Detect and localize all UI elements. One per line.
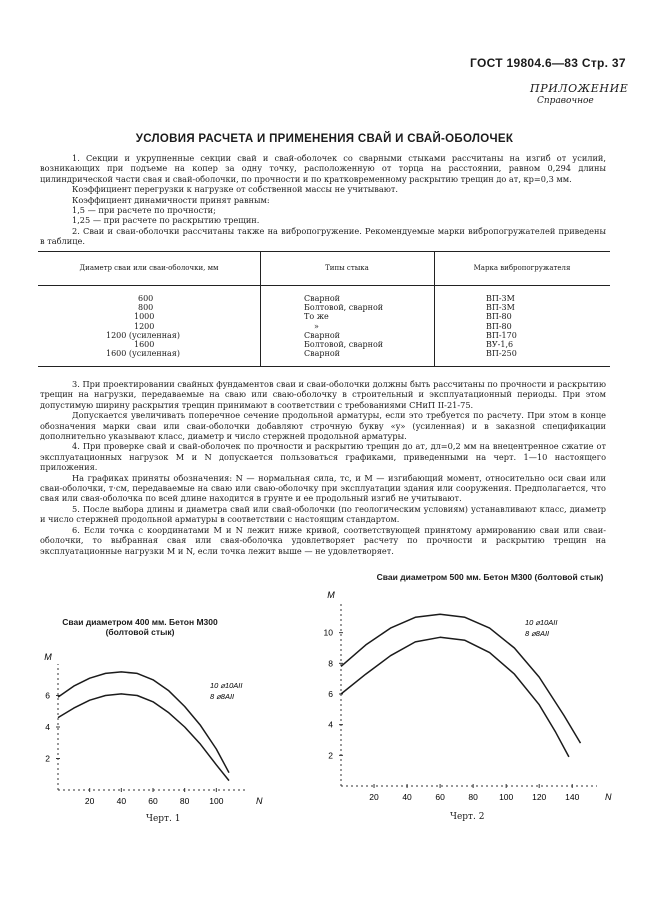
y-tick-label: 2 [45, 753, 50, 764]
chart1-title: Сваи диаметром 400 мм. Бетон М300 (болтовой стык) [62, 617, 218, 637]
table-cell: ВП-3М [486, 303, 515, 313]
y-tick-label: 4 [328, 719, 333, 730]
para-3: 3. При проектировании свайных фундаментов сваи и сваи-оболочки должны быть рассчитаны по прочности и раскрытию трещин на нагрузки, передаваемые на сваю или сваю-оболочку в строительный и эксплуатационный периоды. При этом допустимую ширину раскрытия трещин принимают в соответствии с требованиями СНиП II-21-75. [40, 379, 606, 410]
y-tick-label: 6 [328, 689, 333, 699]
series-label-0: 10 ⌀10АII [210, 681, 243, 690]
series-line-0 [58, 672, 229, 773]
table-cell: ВП-170 [486, 330, 517, 340]
x-tick-label: 100 [499, 792, 514, 802]
para-1d: 1,5 — при расчете по прочности; [72, 205, 216, 216]
x-tick-label: 40 [402, 792, 412, 802]
para-3b: Допускается увеличивать поперечное сечение продольной арматуры, если это требуется по расчету. При этом в конце обозначения марки сваи или сваи-оболочки добавляют строчную букву «у» (усиленная) и в заказной спецификации дополнительно указывают класс, диаметр и число стержней продольной арматуры. [40, 410, 606, 442]
series-line-1 [341, 637, 569, 757]
table-cell: То же [304, 312, 329, 322]
x-tick-label: 80 [468, 792, 478, 802]
x-tick-label: 20 [369, 792, 379, 802]
x-axis-label: N [605, 792, 612, 802]
page-title: УСЛОВИЯ РАСЧЕТА И ПРИМЕНЕНИЯ СВАЙ И СВАЙ-ОБОЛОЧЕК [135, 133, 514, 145]
table-cell: ВП-80 [486, 321, 512, 331]
table-header-joint: Типы стыка [325, 264, 369, 272]
chart2 [315, 588, 615, 808]
y-axis-label: M [44, 652, 52, 662]
section1 [40, 153, 606, 247]
chart1-caption: Черт. 1 [146, 814, 181, 824]
table-cell: Болтовой, сварной [304, 303, 384, 313]
x-tick-label: 120 [532, 792, 547, 802]
x-tick-label: 80 [179, 796, 190, 806]
table-cell: ВП-80 [486, 312, 512, 322]
table-header-diameter: Диаметр сваи или сваи-оболочки, мм [79, 264, 219, 272]
table-col-joint [304, 294, 434, 358]
table-cell: 1600 [134, 340, 155, 350]
para-1e: 1,25 — при расчете по раскрытию трещин. [72, 215, 260, 226]
x-tick-label: 60 [148, 796, 158, 806]
table-cell: 1200 (усиленная) [106, 330, 180, 340]
x-tick-label: 140 [565, 792, 580, 802]
para-5: 5. После выбора длины и диаметра свай или свай-оболочки (по геологическим условиям) устанавливают класс, диаметр и число стержней продольной арматуры в соответствии с настоящим стандартом. [40, 503, 606, 525]
table-cell: 1600 (усиленная) [106, 349, 180, 359]
table-col-diameter [98, 294, 258, 358]
y-axis-label: M [327, 590, 335, 600]
para-4: 4. При проверке свай и свай-оболочек по прочности и раскрытию трещин до aт, дл=0,2 мм на внецентренное сжатие от эксплуатационных нагрузок M и N допускается пользоваться графиками, приведенными на черт. 1—10 настоящего приложения. [40, 441, 606, 473]
series-line-1 [58, 694, 229, 781]
y-tick-label: 2 [328, 750, 333, 761]
table-header-vibrator: Марка вибропогружателя [473, 264, 571, 272]
table-col-vibrator [486, 294, 586, 358]
chart2-title: Сваи диаметром 500 мм. Бетон М300 (болтовой стык) [376, 572, 604, 582]
table-cell: ВП-250 [486, 349, 517, 359]
y-tick-label: 10 [323, 627, 333, 638]
table-cell: 1000 [134, 312, 155, 322]
para-1: 1. Секции и укрупненные секции свай и свай-оболочек со сварными стыками рассчитаны на изгиб от усилий, возникающих при подъеме на копер за одну точку, расположенную от торца на расстоянии, равном 0,294 длины цилиндрической части свая и свай-оболочки, по прочности и по кратковременному раскрытию трещин до aт, кр=0,3 мм. [40, 153, 606, 184]
x-tick-label: 100 [209, 796, 224, 806]
standard-header: ГОСТ 19804.6—83 Стр. 37 [470, 56, 626, 70]
table-cell: Сварной [304, 330, 340, 340]
section2 [40, 379, 606, 556]
table-cell: Болтовой, сварной [304, 340, 384, 350]
para-4b: На графиках приняты обозначения: N — нормальная сила, тс, и M — изгибающий момент, относительно оси сваи или сваи-оболочки, т·см, передаваемые на сваю или сваю-оболочку при эксплуатации здания или сооружения. Предполагается, что свая или свая-оболочка по всей длине находится в грунте и ее продольный изгиб не учитывают. [40, 472, 606, 504]
table-cell: Сварной [304, 349, 340, 359]
x-axis-label: N [256, 796, 263, 806]
para-1c: Коэффициент динамичности принят равным: [72, 194, 270, 205]
series-label-1: 8 ⌀8АII [525, 629, 550, 638]
y-tick-label: 6 [45, 690, 50, 701]
para-2: 2. Сваи и сваи-оболочки рассчитаны также на вибропогружение. Рекомендуемые марки вибропогружателей приведены в таблице. [40, 225, 606, 247]
x-tick-label: 40 [116, 796, 127, 806]
table-cell: Сварной [304, 294, 340, 303]
x-tick-label: 20 [84, 796, 95, 806]
table-cell: ВУ-1,6 [486, 340, 514, 350]
table-cell: » [314, 321, 319, 331]
table-cell: 1200 [134, 321, 155, 331]
chart2-caption: Черт. 2 [450, 812, 485, 822]
table-cell: 600 [138, 294, 154, 303]
appendix-label: ПРИЛОЖЕНИЕ [530, 82, 629, 95]
series-label-1: 8 ⌀8АII [210, 692, 235, 701]
table-cell: ВП-3М [486, 294, 515, 303]
para-6: 6. Если точка с координатами M и N лежит ниже кривой, соответствующей принятому армированию сваи или сваи-оболочки, то выбранная свая или свая-оболочка удовлетворяет расчету по прочности и раскрытию трещин на эксплуатационные нагрузки M и N, если точка лежит выше — не удовлетворяет. [40, 524, 606, 556]
y-tick-label: 4 [45, 722, 50, 732]
series-label-0: 10 ⌀10АII [525, 618, 558, 627]
table-cell: 800 [138, 303, 154, 313]
x-tick-label: 60 [435, 792, 445, 802]
appendix-type: Справочное [537, 96, 594, 106]
para-1b: Коэффициент перегрузки к нагрузке от собственной массы не учитывают. [72, 184, 399, 195]
chart1 [40, 650, 270, 810]
y-tick-label: 8 [328, 658, 333, 669]
